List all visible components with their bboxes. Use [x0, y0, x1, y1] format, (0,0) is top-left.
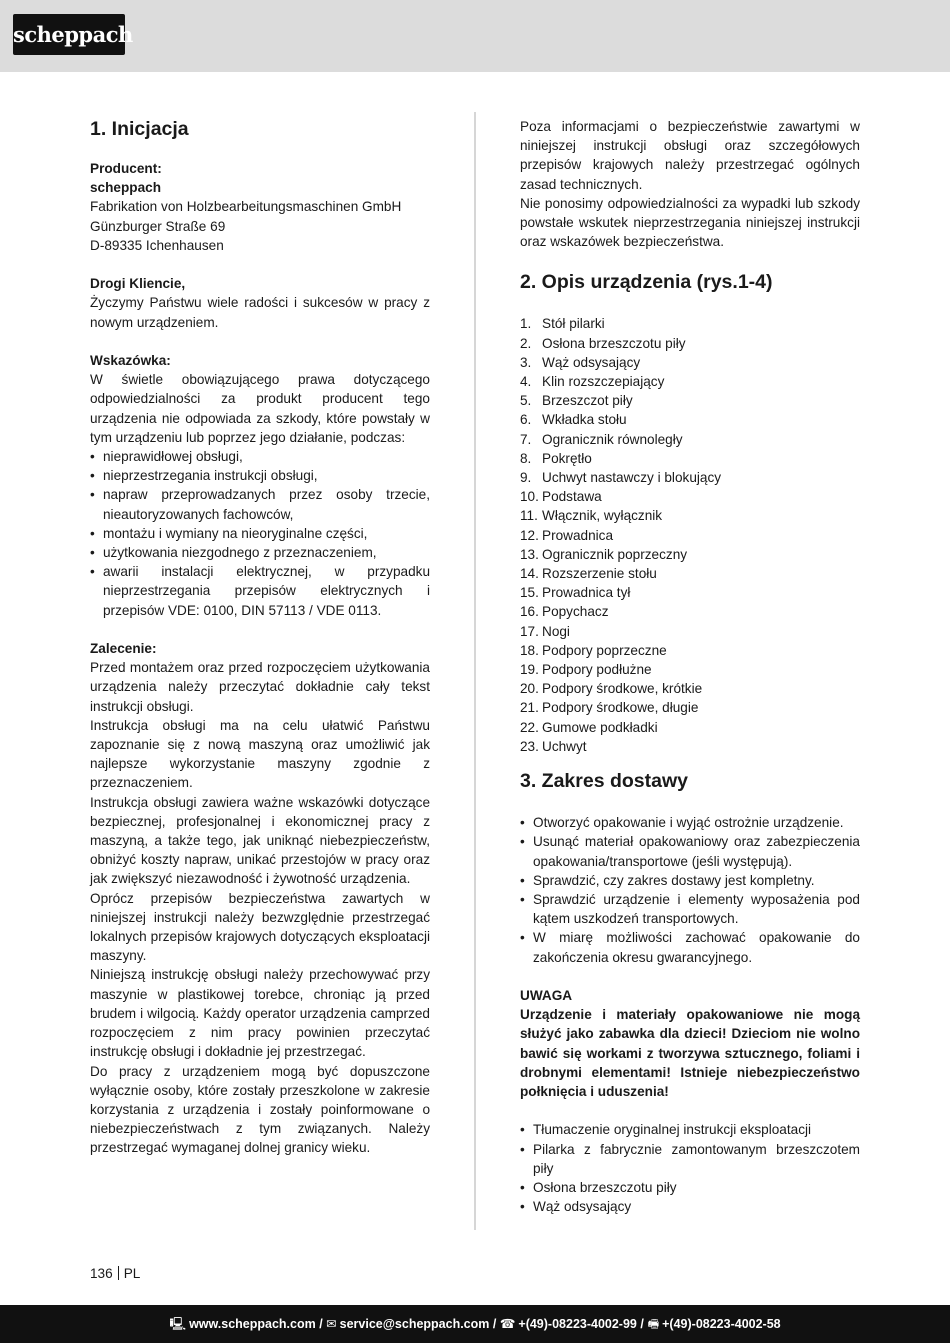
parts-list-label: Osłona brzeszczotu piły: [542, 335, 686, 351]
recommend-paragraph: Instrukcja obsługi ma na celu ułatwić Państwu zapoznanie się z nową maszyną oraz umożliwić jak najlepsze wykorzystanie maszyny zgodnie z przeznaczeniem.: [90, 717, 430, 791]
producer-line: D-89335 Ichenhausen: [90, 237, 224, 253]
computer-icon: 🖳: [169, 1317, 187, 1331]
parts-list-label: Wkładka stołu: [542, 412, 627, 428]
parts-list-number: 9.: [520, 470, 532, 486]
page-number-separator: [118, 1266, 119, 1280]
parts-list-number: 2.: [520, 335, 532, 351]
list-item: • awarii instalacji elektrycznej, w przypadku nieprzestrzegania przepisów elektrycznych i przepisów VDE: 0100, DIN 57113 / VDE 0113.: [90, 562, 430, 620]
parts-list-item: [520, 410, 860, 429]
contents-bullet-list: [520, 1120, 860, 1216]
recommend-paragraph: Niniejszą instrukcję obsługi należy przechowywać przy maszynie w plastikowej torebce, chroniąc ją przed brudem i wilgocią. Każdy operator urządzenia camprzed rozpoczęciem z nim pracy powinien przeczytać instrukcję obsługi i dokładnie jej przestrzegać.: [90, 967, 430, 1060]
email-link[interactable]: service@scheppach.com: [339, 1317, 490, 1331]
scheppach-logo: scheppach: [13, 14, 125, 55]
parts-list-number: 14.: [520, 566, 539, 582]
parts-list-number: 17.: [520, 623, 539, 639]
parts-list-item: [520, 449, 860, 468]
greeting-text: Życzymy Państwu wiele radości i sukcesów w pracy z nowym urządzeniem.: [90, 295, 430, 330]
parts-list-item: [520, 506, 860, 525]
list-item: • nieprzestrzegania instrukcji obsługi,: [90, 466, 430, 485]
section3-heading: 3. Zakres dostawy: [520, 770, 688, 793]
parts-list-label: Podpory podłużne: [542, 662, 652, 678]
recommend-paragraph: Instrukcja obsługi zawiera ważne wskazówki dotyczące bezpiecznej, profesjonalnej i ekonomicznej pracy z maszyną, a także tego, jak uniknąć niebezpieczeństw, obniżyć koszty napraw, unikać przestojów w pracy oraz jak zwiększyć niezawodność i żywotność urządzenia.: [90, 794, 430, 887]
website-link[interactable]: www.scheppach.com: [189, 1317, 316, 1331]
right-column: [520, 117, 860, 1216]
list-item: • Osłona brzeszczotu piły: [520, 1178, 860, 1197]
parts-list-item: [520, 641, 860, 660]
parts-list-label: Uchwyt: [542, 738, 587, 754]
parts-list-item: [520, 698, 860, 717]
parts-list-label: Włącznik, wyłącznik: [542, 508, 663, 524]
note-label: Wskazówka:: [90, 353, 171, 368]
parts-list-label: Podpory środkowe, krótkie: [542, 681, 703, 697]
parts-list-item: [520, 353, 860, 372]
parts-list-item: [520, 487, 860, 506]
parts-list-item: [520, 545, 860, 564]
recommend-paragraph: Przed montażem oraz przed rozpoczęciem użytkowania urządzenia należy przeczytać dokładnie cały tekst instrukcji obsługi.: [90, 660, 430, 714]
parts-list: [520, 314, 860, 756]
parts-list-label: Wąż odsysający: [542, 354, 641, 370]
list-item: • Sprawdzić, czy zakres dostawy jest kompletny.: [520, 871, 860, 890]
footer-separator: /: [315, 1317, 327, 1331]
parts-list-label: Ogranicznik poprzeczny: [542, 546, 688, 562]
page-footer-bar: [0, 1305, 950, 1343]
parts-list-item: [520, 583, 860, 602]
parts-list-item: [520, 468, 860, 487]
parts-list-number: 8.: [520, 450, 532, 466]
parts-list-number: 21.: [520, 700, 539, 716]
parts-list-label: Podpory środkowe, długie: [542, 700, 699, 716]
parts-list-number: 23.: [520, 738, 539, 754]
parts-list-number: 1.: [520, 316, 532, 332]
recommend-paragraph: Oprócz przepisów bezpieczeństwa zawartych w niniejszej instrukcji należy bezwzględnie przestrzegać lokalnych przepisów krajowych dotyczących eksploatacji maszyny.: [90, 890, 430, 964]
parts-list-number: 15.: [520, 585, 539, 601]
list-item: • Tłumaczenie oryginalnej instrukcji eksploatacji: [520, 1120, 860, 1139]
parts-list-number: 7.: [520, 431, 532, 447]
parts-list-label: Podstawa: [542, 489, 602, 505]
list-item: • Otworzyć opakowanie i wyjąć ostrożnie urządzenie.: [520, 813, 860, 832]
parts-list-number: 4.: [520, 374, 532, 390]
parts-list-number: 16.: [520, 604, 539, 620]
phone-icon: ☎: [499, 1317, 516, 1331]
greeting-label: Drogi Kliencie,: [90, 276, 186, 292]
fax-icon: 🖷: [647, 1317, 660, 1331]
producer-line: Günzburger Straße 69: [90, 218, 226, 234]
list-item: • nieprawidłowej obsługi,: [90, 447, 430, 466]
parts-list-label: Prowadnica tył: [542, 585, 631, 601]
parts-list-number: 12.: [520, 527, 539, 543]
page-number: [90, 1265, 140, 1283]
parts-list-label: Ogranicznik równoległy: [542, 431, 683, 447]
parts-list-item: [520, 526, 860, 545]
list-item: • montażu i wymiany na nieoryginalne części,: [90, 524, 430, 543]
parts-list-item: [520, 679, 860, 698]
parts-list-label: Prowadnica: [542, 527, 614, 543]
parts-list-number: 22.: [520, 719, 539, 735]
parts-list-label: Klin rozszczepiający: [542, 374, 665, 390]
parts-list-item: [520, 622, 860, 641]
parts-list-number: 13.: [520, 546, 539, 562]
parts-list-number: 19.: [520, 662, 539, 678]
parts-list-number: 10.: [520, 489, 539, 505]
producer-label: Producent:: [90, 161, 162, 176]
recommend-label: Zalecenie:: [90, 641, 157, 657]
parts-list-label: Pokrętło: [542, 450, 592, 466]
parts-list-number: 18.: [520, 642, 539, 658]
parts-list-item: [520, 737, 860, 756]
language-code: PL: [123, 1266, 141, 1281]
parts-list-number: 5.: [520, 393, 532, 409]
column-divider: [474, 112, 476, 1230]
page-number-value: 136: [90, 1266, 113, 1281]
parts-list-label: Uchwyt nastawczy i blokujący: [542, 470, 722, 486]
warning-text: Urządzenie i materiały opakowaniowe nie mogą służyć jako zabawka dla dzieci! Dzieciom nie wolno bawić się workami z tworzywa sztucznego, foliami i drobnymi elementami! Istnieje niebezpieczeństwo połknięcia i uduszenia!: [520, 1007, 860, 1099]
list-item: • użytkowania niezgodnego z przeznaczeniem,: [90, 543, 430, 562]
parts-list-number: 6.: [520, 412, 532, 428]
parts-list-item: [520, 602, 860, 621]
parts-list-label: Brzeszczot piły: [542, 393, 633, 409]
section2-heading: 2. Opis urządzenia (rys.1-4): [520, 271, 773, 294]
parts-list-item: [520, 718, 860, 737]
warning-label: UWAGA: [520, 987, 573, 1003]
parts-list-item: [520, 660, 860, 679]
parts-list-label: Popychacz: [542, 604, 609, 620]
parts-list-item: [520, 564, 860, 583]
parts-list-item: [520, 372, 860, 391]
footer-separator: /: [489, 1317, 500, 1331]
producer-name: scheppach: [90, 180, 162, 196]
parts-list-number: 3.: [520, 354, 532, 370]
intro-paragraph: Poza informacjami o bezpieczeństwie zawartymi w niniejszej instrukcji obsługi oraz szczegółowych przepisów krajowych należy przestrzegać ogólnych zasad technicznych.: [520, 119, 860, 192]
parts-list-label: Rozszerzenie stołu: [542, 566, 657, 582]
list-item: • Usunąć materiał opakowaniowy oraz zabezpieczenia opakowania/transportowe (jeśli występują).: [520, 832, 860, 870]
parts-list-label: Stół pilarki: [542, 316, 605, 332]
left-column: [90, 117, 430, 1158]
fax-number: +(49)-08223-4002-58: [662, 1317, 781, 1331]
section1-heading: 1. Inicjacja: [90, 118, 189, 140]
parts-list-label: Podpory poprzeczne: [542, 642, 667, 658]
recommend-paragraph: Do pracy z urządzeniem mogą być dopuszczone wyłącznie osoby, które zostały przeszkolone w zakresie korzystania z urządzenia i zostały poinformowane o niebezpieczeństwach z tym związanych. Należy przestrzegać wymaganej dolnej granicy wieku.: [90, 1063, 430, 1156]
parts-list-item: [520, 430, 860, 449]
delivery-bullet-list: [520, 813, 860, 967]
note-text: W świetle obowiązującego prawa dotyczącego odpowiedzialności za produkt producent tego urządzenia nie odpowiada za szkody, które powstały w tym urządzeniu lub poprzez jego działanie, podczas:: [90, 372, 430, 445]
parts-list-number: 20.: [520, 681, 539, 697]
note-bullet-list: [90, 447, 430, 620]
list-item: • Pilarka z fabrycznie zamontowanym brzeszczotem piły: [520, 1140, 860, 1178]
parts-list-label: Gumowe podkładki: [542, 719, 658, 735]
list-item: • Sprawdzić urządzenie i elementy wyposażenia pod kątem uszkodzeń transportowych.: [520, 890, 860, 928]
footer-separator: /: [636, 1317, 648, 1331]
list-item: • W miarę możliwości zachować opakowanie do zakończenia okresu gwarancyjnego.: [520, 928, 860, 966]
parts-list-number: 11.: [520, 508, 538, 524]
producer-line: Fabrikation von Holzbearbeitungsmaschinen GmbH: [90, 199, 402, 215]
parts-list-item: [520, 334, 860, 353]
parts-list-item: [520, 391, 860, 410]
envelope-icon: ✉: [326, 1317, 337, 1331]
parts-list-item: [520, 314, 860, 333]
list-item: • Wąż odsysający: [520, 1197, 860, 1216]
phone-number: +(49)-08223-4002-99: [518, 1317, 637, 1331]
parts-list-label: Nogi: [542, 623, 570, 639]
list-item: • napraw przeprowadzanych przez osoby trzecie, nieautoryzowanych fachowców,: [90, 485, 430, 523]
page-header: [0, 0, 950, 72]
intro-paragraph: Nie ponosimy odpowiedzialności za wypadki lub szkody powstałe wskutek nieprzestrzegania niniejszej instrukcji oraz wskazówek bezpieczeństwa.: [520, 195, 860, 250]
